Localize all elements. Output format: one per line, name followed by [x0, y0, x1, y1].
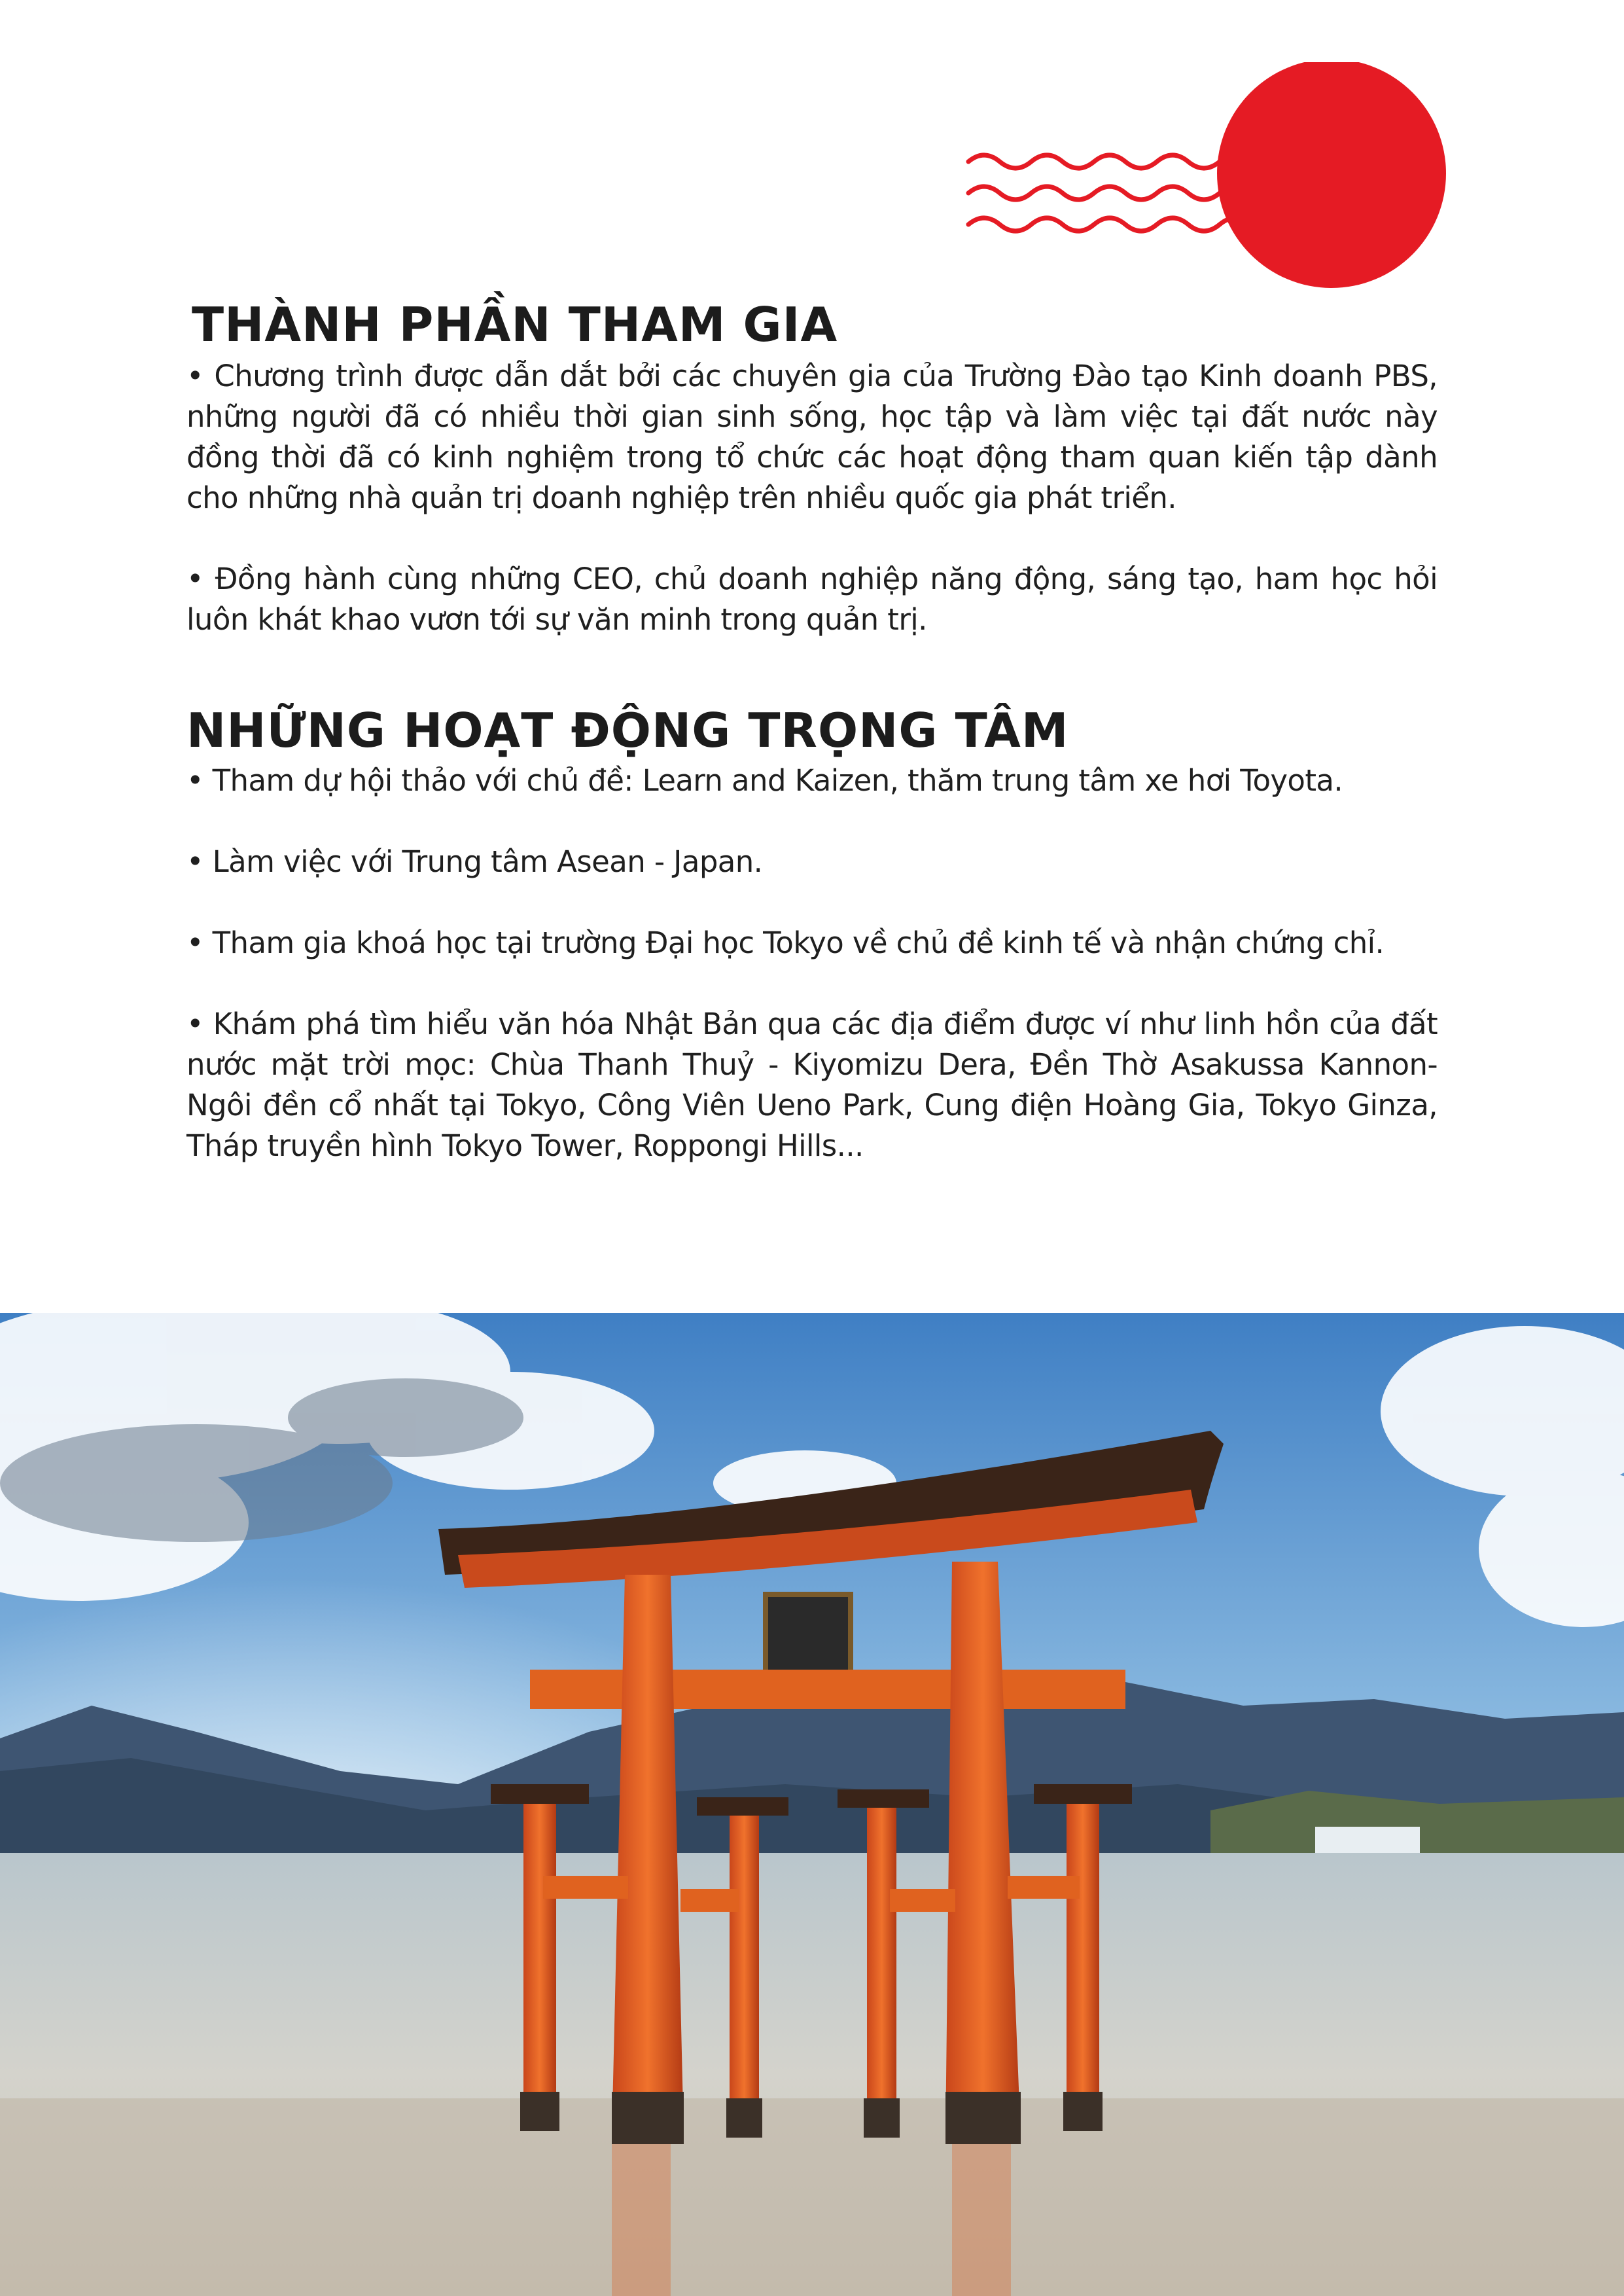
- sun-circle-icon: [1217, 62, 1446, 288]
- section-key-activities: [186, 704, 1438, 1166]
- section-participants: [186, 298, 1438, 640]
- section-title-participants: THÀNH PHẦN THAM GIA: [192, 297, 838, 352]
- activity-item-2: • Làm việc với Trung tâm Asean - Japan.: [186, 844, 763, 879]
- torii-gate-photo: [0, 1313, 1624, 2296]
- activity-item-4: • Khám phá tìm hiểu văn hóa Nhật Bản qua các địa điểm được ví như linh hồn của đất nước mặt trời mọc: Chùa Thanh Thuỷ - Kiyomizu Dera, Đền Thờ Asakussa Kannon- Ngôi đền cổ nhất tại Tokyo, Công Viên Ueno Park, Cung điện Hoàng Gia, Tokyo Ginza, Tháp truyền hình Tokyo Tower, Roppongi Hills...: [186, 1006, 1438, 1163]
- section-title-activities: NHỮNG HOẠT ĐỘNG TRỌNG TÂM: [186, 703, 1069, 758]
- activity-item-3: • Tham gia khoá học tại trường Đại học Tokyo về chủ đề kinh tế và nhận chứng chỉ.: [186, 925, 1385, 960]
- sun-wave-decoration: [962, 62, 1446, 298]
- activity-item-1: • Tham dự hội thảo với chủ đề: Learn and Kaizen, thăm trung tâm xe hơi Toyota.: [186, 762, 1343, 798]
- participants-item-1: • Chương trình được dẫn dắt bởi các chuyên gia của Trường Đào tạo Kinh doanh PBS, những người đã có nhiều thời gian sinh sống, học tập và làm việc tại đất nước này đồng thời đã có kinh nghiệm trong tổ chức các hoạt động tham quan kiến tập dành cho những nhà quản trị doanh nghiệp trên nhiều quốc gia phát triển.: [186, 358, 1438, 515]
- participants-item-2: • Đồng hành cùng những CEO, chủ doanh nghiệp năng động, sáng tạo, ham học hỏi luôn khát khao vươn tới sự văn minh trong quản trị.: [186, 561, 1438, 637]
- wave-lines-icon: [968, 155, 1251, 231]
